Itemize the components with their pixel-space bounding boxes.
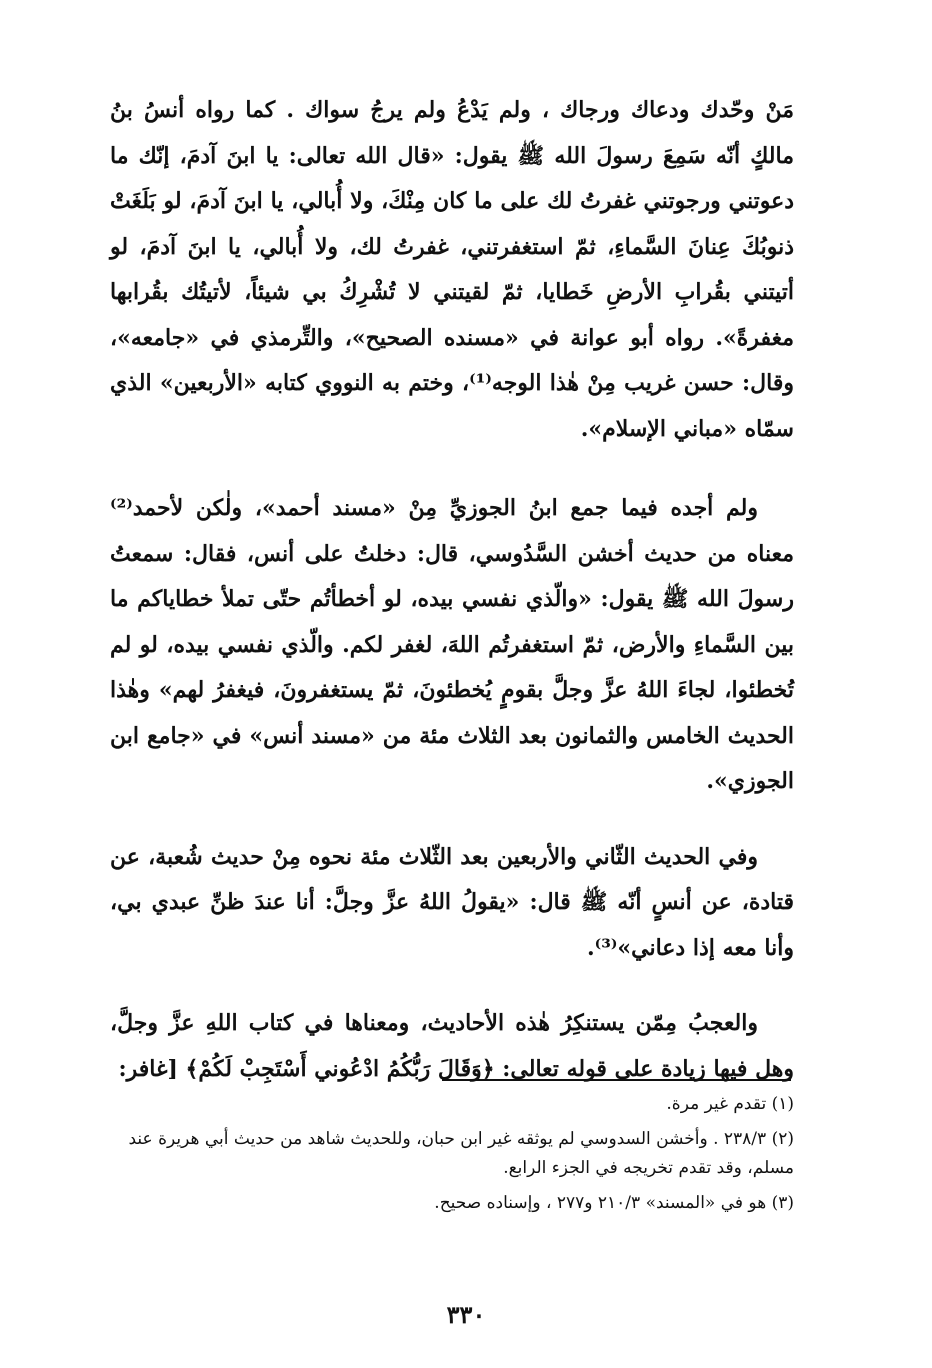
page-number: ٣٣٠ <box>446 1300 486 1329</box>
paragraph-2: ولم أجده فيما جمع ابنُ الجوزيِّ مِنْ «مسند أحمد»، ولٰكن لأحمد⁽²⁾ معناه من حديث أخشن السَّدُوسي، قال: دخلتُ على أنس، فقال: سمعتُ رسولَ الله ﷺ يقول: «والّذي نفسي بيده، لو أخطأتُم حتّى تملأ خطاياكم ما بين السَّماءِ والأرض، ثمّ استغفرتُم اللهَ، لغفر لكم. والّذي نفسي بيده، لو لم تُخطئوا، لجاءَ اللهُ عزَّ وجلَّ بقومٍ يُخطئونَ، ثمّ يستغفرونَ، فيغفرُ لهم» وهٰذا الحديث الخامس والثمانون بعد الثلاث مئة من «مسند أنس» في «جامع ابن الجوزي». <box>110 495 794 794</box>
footnote-3: (٣) هو في «المسند» ٢١٠/٣ و٢٧٧ ، وإسناده صحيح. <box>434 1193 794 1213</box>
footnote-2: (٢) ٢٣٨/٣ . وأخشن السدوسي لم يوثقه غير ابن حبان، وللحديث شاهد من حديث أبي هريرة عند مسلم، وقد تقدم تخريجه في الجزء الرابع. <box>128 1129 794 1178</box>
footnotes <box>120 1090 794 1224</box>
paragraph-4: والعجبُ مِمّن يستنكِرُ هٰذه الأحاديث، ومعناها في كتاب اللهِ عزَّ وجلَّ، وهل فيها زيادة على قوله تعالى: ﴿وَقَالَ رَبُّكُمُ ادْعُوني أَسْتَجِبْ لَكُمْ﴾ [غافر: <box>110 1010 794 1082</box>
paragraph-1: مَنْ وحّدك ودعاك ورجاك ، ولم يَدْعُ ولم يرجُ سواك . كما رواه أنسُ بنُ مالكٍ أنّه سَمِعَ رسولَ الله ﷺ يقول: «قال الله تعالى: يا ابنَ آدمَ، إنّك ما دعوتني ورجوتني غفرتُ لك على ما كان مِنْكَ، ولا أُبالي، يا ابنَ آدمَ، لو بَلَغَتْ ذنوبُكَ عِنانَ السَّماءِ، ثمّ استغفرتني، غفرتُ لك، ولا أُبالي، يا ابنَ آدمَ، لو أتيتني بقُرابِ الأرضِ خَطايا، ثمّ لقيتني لا تُشْرِكُ بي شيئاً، لأتيتُك بقُرابها مغفرةً». رواه أبو عوانة في «مسنده الصحيح»، والتِّرمذي في «جامعه»، وقال: حسن غريب مِنْ هٰذا الوجه⁽¹⁾، وختم به النووي كتابه «الأربعين» الذي سمّاه «مباني الإسلام». <box>110 97 794 442</box>
footnote-1: (١) تقدم غير مرة. <box>666 1094 794 1114</box>
footnote-divider <box>442 1079 791 1081</box>
main-text <box>110 88 794 1092</box>
paragraph-3: وفي الحديث الثّاني والأربعين بعد الثّلاث مئة نحوه مِنْ حديث شُعبة، عن قتادة، عن أنسٍ أنّه ﷺ قال: «يقولُ اللهُ عزَّ وجلَّ: أنا عندَ ظنِّ عبدي بي، وأنا معه إذا دعاني»⁽³⁾. <box>110 843 794 961</box>
